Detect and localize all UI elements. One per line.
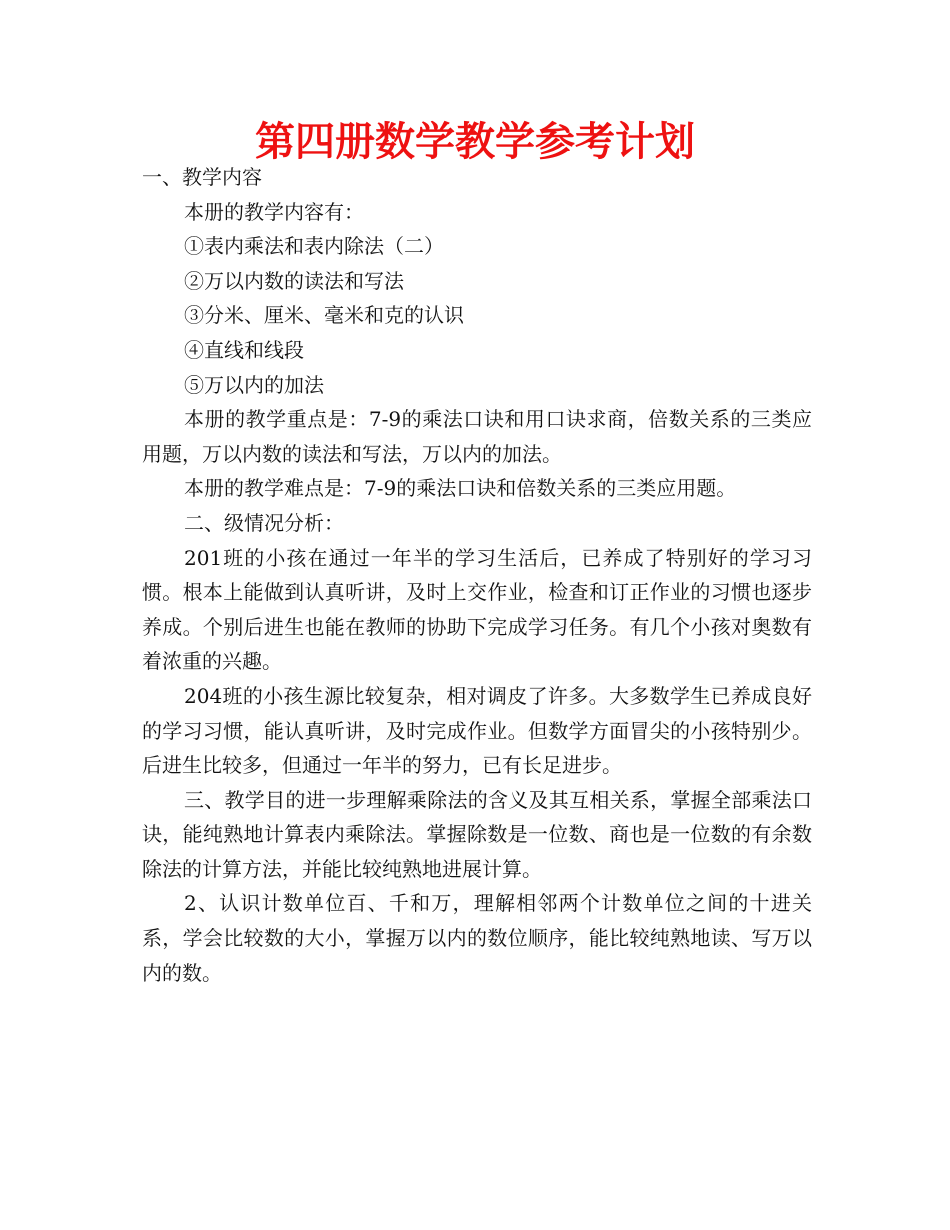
paragraph-class-201: 201班的小孩在通过一年半的学习生活后，已养成了特别好的学习习惯。根本上能做到认真听讲，及时上交作业，检查和订正作业的习惯也逐步养成。个别后进生也能在教师的协助下完成学习任务。有几个小孩对奥数有着浓重的兴趣。 — [142, 545, 812, 674]
list-item-4: ④直线和线段 — [184, 337, 304, 362]
document-body — [142, 160, 812, 990]
list-item-2: ②万以内数的读法和写法 — [184, 268, 404, 293]
list-item-3: ③分米、厘米、毫米和克的认识 — [184, 303, 464, 328]
paragraph-content-intro: 本册的教学内容有： — [184, 199, 364, 224]
section-heading-analysis: 二、级情况分析： — [184, 510, 344, 535]
paragraph-goals: 三、教学目的进一步理解乘除法的含义及其互相关系，掌握全部乘法口诀，能纯熟地计算表内乘除法。掌握除数是一位数、商也是一位数的有余数除法的计算方法，并能比较纯熟地进展计算。 — [142, 787, 812, 881]
list-item-5: ⑤万以内的加法 — [184, 372, 324, 397]
paragraph-key-points: 本册的教学重点是：7-9的乘法口诀和用口诀求商，倍数关系的三类应用题，万以内数的读法和写法，万以内的加法。 — [142, 407, 812, 466]
paragraph-difficult-points: 本册的教学难点是：7-9的乘法口诀和倍数关系的三类应用题。 — [184, 476, 737, 501]
document-title: 第四册数学教学参考计划 — [255, 119, 695, 165]
section-heading-content: 一、教学内容 — [142, 165, 262, 189]
paragraph-goal-2: 2、认识计数单位百、千和万，理解相邻两个计数单位之间的十进关系，学会比较数的大小，掌握万以内的数位顺序，能比较纯熟地读、写万以内的数。 — [142, 891, 812, 985]
paragraph-class-204: 204班的小孩生源比较复杂，相对调皮了许多。大多数学生已养成良好的学习习惯，能认真听讲，及时完成作业。但数学方面冒尖的小孩特别少。后进生比较多，但通过一年半的努力，已有长足进步。 — [142, 683, 812, 778]
list-item-1: ①表内乘法和表内除法（二） — [184, 234, 444, 259]
